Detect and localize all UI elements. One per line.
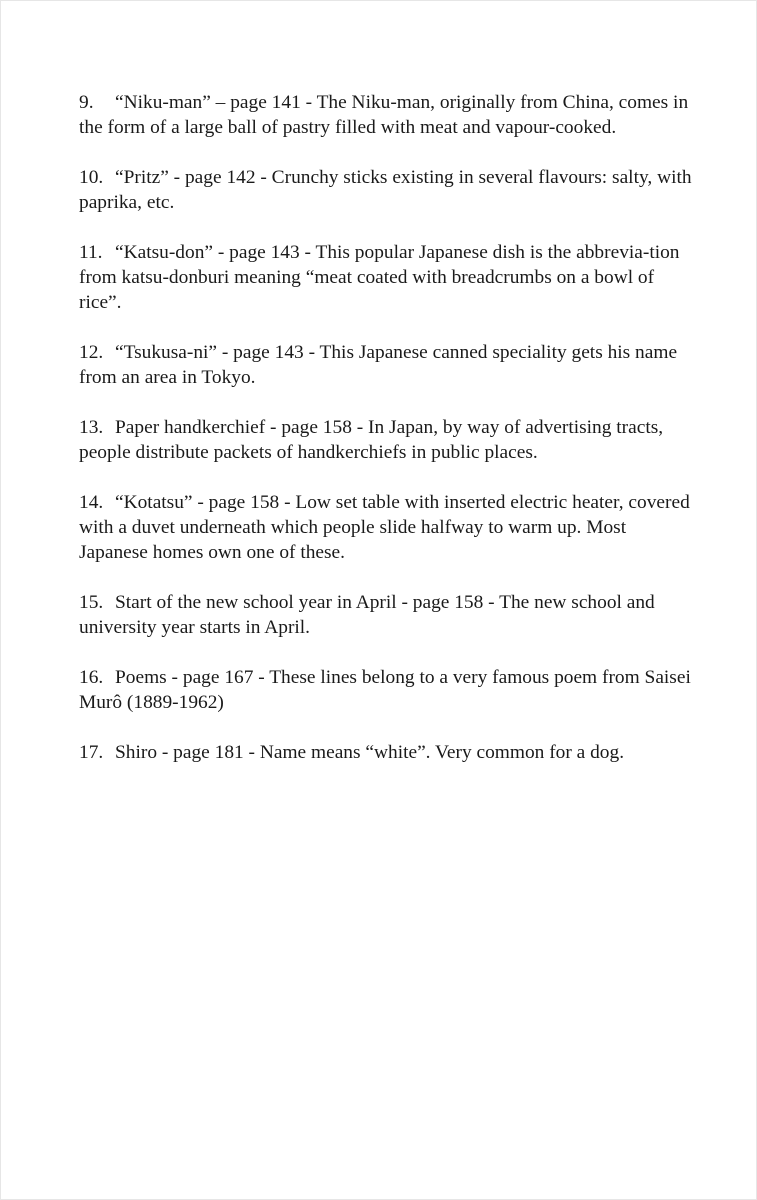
note-text: “Niku-man” – page 141 - The Niku-man, originally from China, comes in the form of a large ball of pastry filled with meat and vapour-cooked. [79, 92, 689, 138]
note-number: 10. [79, 167, 104, 188]
note-number: 11. [79, 242, 103, 263]
note-text: Start of the new school year in April - page 158 - The new school and university year starts in April. [79, 592, 655, 638]
note-number: 17. [79, 742, 104, 763]
note-text: Poems - page 167 - These lines belong to a very famous poem from Saisei Murô (1889-1962) [79, 667, 691, 713]
note-item [79, 590, 695, 640]
note-number: 12. [79, 342, 104, 363]
note-number: 16. [79, 667, 104, 688]
note-text: “Tsukusa-ni” - page 143 - This Japanese canned speciality gets his name from an area in Tokyo. [79, 342, 678, 388]
note-item [79, 490, 695, 565]
note-item [79, 340, 695, 390]
note-item [79, 415, 695, 465]
note-item [79, 165, 695, 215]
note-item [79, 240, 695, 315]
note-number: 14. [79, 492, 104, 513]
note-text: “Kotatsu” - page 158 - Low set table with inserted electric heater, covered with a duvet underneath which people slide halfway to warm up. Most Japanese homes own one of these. [79, 492, 690, 563]
note-number: 9. [79, 92, 94, 113]
note-item [79, 740, 695, 765]
note-text: “Katsu-don” - page 143 - This popular Japanese dish is the abbrevia-tion from katsu-donburi meaning “meat coated with breadcrumbs on a bowl of rice”. [79, 242, 680, 313]
note-text: “Pritz” - page 142 - Crunchy sticks existing in several flavours: salty, with paprika, etc. [79, 167, 692, 213]
note-text: Shiro - page 181 - Name means “white”. Very common for a dog. [115, 742, 625, 763]
note-text: Paper handkerchief - page 158 - In Japan, by way of advertising tracts, people distribute packets of handkerchiefs in public places. [79, 417, 664, 463]
note-item [79, 665, 695, 715]
notes-list [79, 90, 695, 790]
note-number: 15. [79, 592, 104, 613]
note-item [79, 90, 695, 140]
note-number: 13. [79, 417, 104, 438]
